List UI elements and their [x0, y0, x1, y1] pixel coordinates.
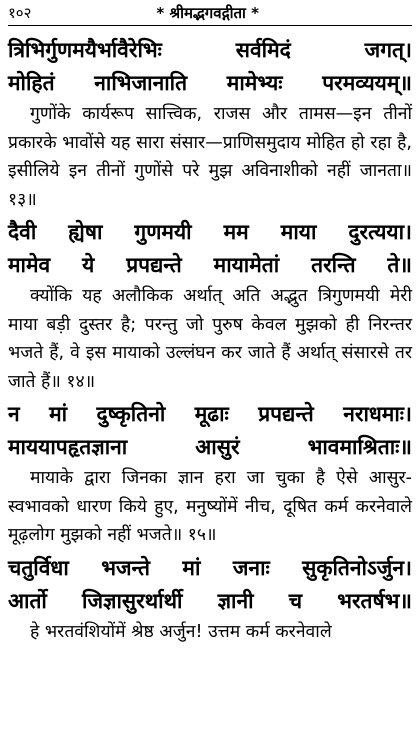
shloka-16: [8, 552, 412, 618]
translation-15: [8, 464, 412, 550]
page-header: [8, 0, 412, 26]
translation-16: [8, 618, 412, 647]
shloka-line: न मां दुष्कृतिनो मूढाः प्रपद्यन्ते नराधमाः।: [8, 402, 412, 426]
page-number: १०२: [8, 3, 32, 22]
shloka-line: मोहितं नाभिजानाति मामेभ्यः परमव्ययम्॥: [8, 71, 412, 95]
shloka-13: [8, 34, 412, 100]
shloka-15: [8, 398, 412, 464]
translation-13: [8, 100, 412, 214]
shloka-line: माययापहृतज्ञाना आसुरं भावमाश्रिताः॥: [8, 435, 412, 459]
shloka-14: [8, 216, 412, 282]
shloka-line: दैवी ह्येषा गुणमयी मम माया दुरत्यया।: [8, 220, 412, 244]
translation-text: क्योंकि यह अलौकिक अर्थात् अति अद्भुत त्रिगुणमयी मेरी माया बड़ी दुस्तर है; परन्तु जो पुरुष केवल मुझको ही निरन्तर भजते हैं, वे इस मायाको उल्लंघन कर जाते हैं अर्थात् संसारसे तर जाते हैं॥ १४॥: [8, 286, 412, 392]
translation-text: गुणोंके कार्यरूप सात्त्विक, राजस और तामस—इन तीनों प्रकारके भावोंसे यह सारा संसार—प्राणिसमुदाय मोहित हो रहा है, इसीलिये इन तीनों गुणोंसे परे मुझ अविनाशीको नहीं जानता॥ १३॥: [8, 104, 412, 210]
shloka-line: त्रिभिर्गुणमयैर्भावैरेभिः सर्वमिदं जगत्।: [8, 38, 412, 62]
shloka-line: मामेव ये प्रपद्यन्ते मायामेतां तरन्ति ते॥: [8, 253, 412, 277]
shloka-line: चतुर्विधा भजन्ते मां जनाः सुकृतिनोऽर्जुन।: [8, 555, 412, 580]
translation-text: हे भरतवंशियोंमें श्रेष्ठ अर्जुन! उत्तम कर्म करनेवाले: [30, 621, 332, 642]
running-title: * श्रीमद्भगवद्गीता *: [156, 3, 259, 22]
shloka-line: आर्तो जिज्ञासुरर्थार्थी ज्ञानी च भरतर्षभ॥: [8, 588, 412, 613]
translation-14: [8, 282, 412, 396]
translation-text: मायाके द्वारा जिनका ज्ञान हरा जा चुका है ऐसे आसुर-स्वभावको धारण किये हुए, मनुष्योंमें नीच, दूषित कर्म करनेवाले मूढ़लोग मुझको नहीं भजते॥ १५॥: [8, 468, 412, 545]
